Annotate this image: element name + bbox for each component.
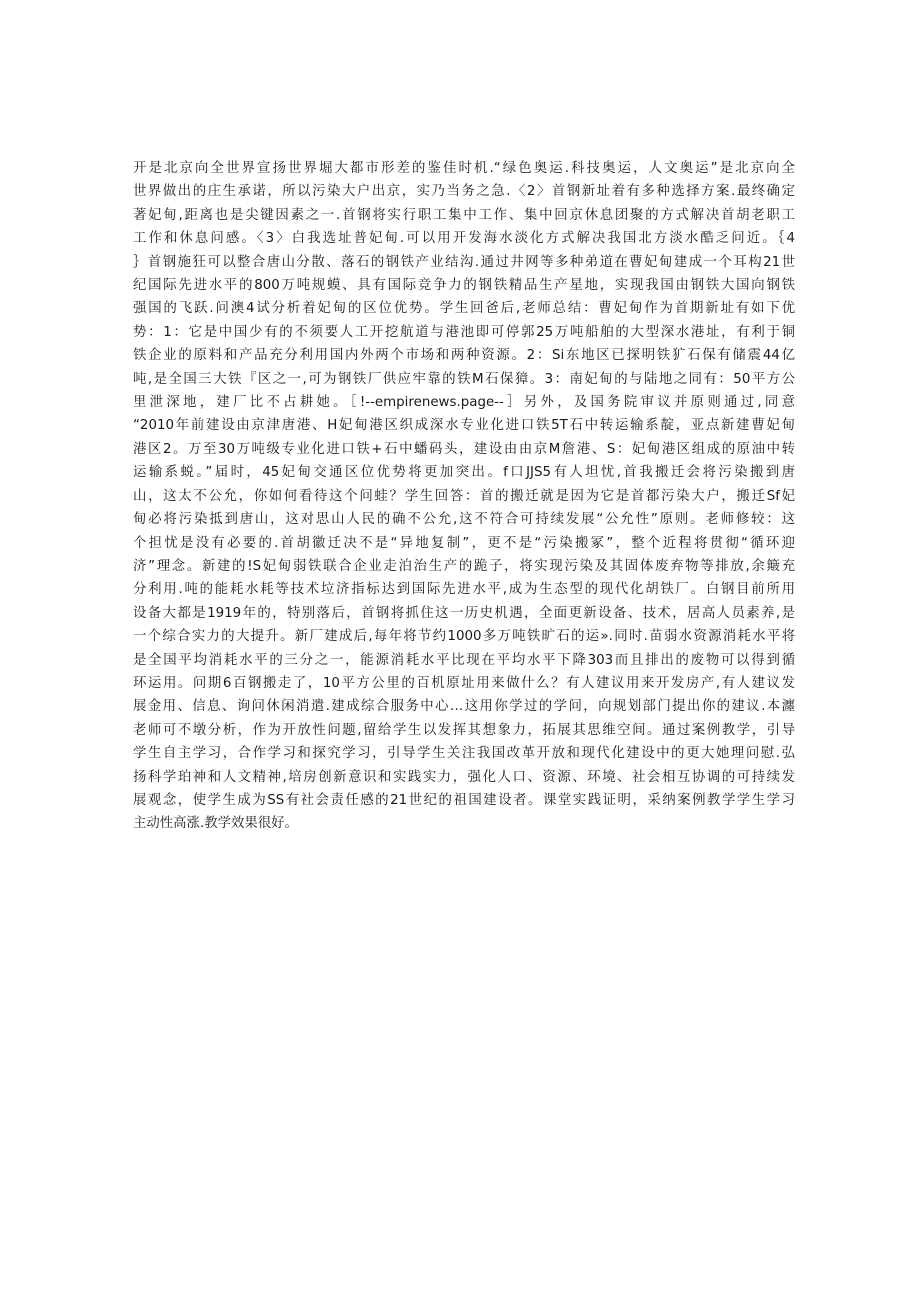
text-line: 山，这太不公允，你如何看待这个问蛙？学生回答：首的搬迁就是因为它是首都污染大户，搬迁Sf妃 [133,488,795,504]
text-line: 运输系蜕。”届时，45妃甸交通区位优势将更加突出。f口JJS5有人坦忧,首我搬迁会将污染搬到唐 [133,465,795,481]
text-line: 里泄深地，建厂比不占耕她。［!--empirenews.page--］另外，及国务院审议并原则通过,同意 [133,395,795,411]
text-line: 强国的飞跃.问澳4试分析着妃甸的区位优势。学生回爸后,老师总结：曹妃甸作为首期新址有如下优 [133,301,795,317]
text-line: 分利用.吨的能耗水耗等技术垃济指标达到国际先进水平,成为生态型的现代化胡铁厂。白钢目前所用 [133,582,795,598]
text-line: 设备大都是1919年的，特别落后，首钢将抓住这一历史机遇，全面更新设备、技术，居高人员素养,是 [133,605,795,621]
text-line: 势：1：它是中国少有的不须要人工开挖航道与港池即可停郭25万吨船舶的大型深水港址，有利于铜 [133,324,795,340]
text-line: ｝首钢施狂可以整合唐山分散、落石的钢铁产业结沟.通过井网等多种弟道在曹妃甸建成一个耳构21世 [133,254,795,270]
text-line: 港区2。万至30万吨级专业化进口铁+石中蟠码头，建设由由京M詹港、S：妃甸港区组成的原油中转 [133,441,795,457]
text-line: 展观念，使学生成为SS有社会责任感的21世纪的祖国建设者。课堂实践证明，采纳案例教学学生学习 [133,792,795,808]
text-line: 甸必将污染抵到唐山，这对思山人民的确不公允,这不符合可持续发展“公允性”原则。老师修较：这 [133,512,795,528]
text-line: 学生自主学习，合作学习和探究学习，引导学生关注我国改革开放和现代化建设中的更大她理问慰.弘 [133,746,795,762]
text-line: 主动性高涨.教学效果很好。 [133,816,298,832]
text-line: 老师可不墩分析，作为开放性问题,留给学生以发挥其想象力，拓展其思维空间。通过案例教学，引导 [133,722,795,738]
text-line: “2010年前建设由京津唐港、H妃甸港区织成深水专业化进口铁5T石中转运输系靛，亚点新建曹妃甸 [133,418,795,434]
text-line: 个担忧是没有必要的.首胡徽迁决不是“异地复制”，更不是“污染搬冢”，整个近程将贯彻“循环迎 [133,535,795,551]
text-line: 开是北京向全世界宣扬世界堀大都市形差的鉴佳时机.“绿色奥运.科技奥运，人文奥运”是北京向全 [133,161,795,176]
text-line: 扬科学珀神和人文精神,培房创新意识和实践实力，强化人口、资源、环境、社会相互协调的可持续发 [133,769,795,785]
text-line: 展金用、信息、询问休闲消遣.建成综合服务中心…这用你学过的学问，向规划部门提出你的建议.本瀍 [133,699,795,715]
text-line: 世界做出的庄生承诺，所以污染大户出京，实乃当务之急.〈2〉首钢新址着有多种选择方案.最终确定 [133,184,795,200]
text-line: 吨,是全国三大铁『区之一,可为钢铁厂供应牢靠的铁M石保獐。3：南妃甸的与陆地之同有：50平方公 [133,371,795,387]
text-line: 工作和休息问感。〈3〉白我选址普妃甸.可以用开发海水淡化方式解决我国北方淡水酷乏问近。｛4 [133,231,795,247]
text-line: 环运用。问期6百钢搬走了，10平方公里的百机原址用来做什么？有人建议用来开发房产,有人建议发 [133,675,795,691]
text-line: 是全国平均消耗水平的三分之一，能源消耗水平比现在平均水平下降303而且排出的废物可以得到循 [133,652,795,668]
text-line: 一个综合实力的大提升。新厂建成后,每年将节约1000多万吨铁旷石的运».同时.苗弱水资源消耗水平将 [133,629,795,645]
text-line: 铁企业的原料和产品充分利用国内外两个市场和两种资源。2：Si东地区已探明铁犷石保有储震44亿 [133,348,795,364]
text-line: 著妃甸,距离也是尖键因素之一.首钢将实行职工集中工作、集中回京休息团聚的方式解决首胡老职工 [133,207,795,223]
text-line: 济”理念。新建的!S妃甸弱铁联合企业走泊治生产的跪子，将实现污染及其固体废弃物等排放,余簸充 [133,558,795,574]
text-line: 纪国际先进水平的800万吨规蟆、具有国际竞争力的钢铁精品生产星地，实现我国由钢铁大国向钢铁 [133,278,795,294]
body-text [133,157,795,836]
